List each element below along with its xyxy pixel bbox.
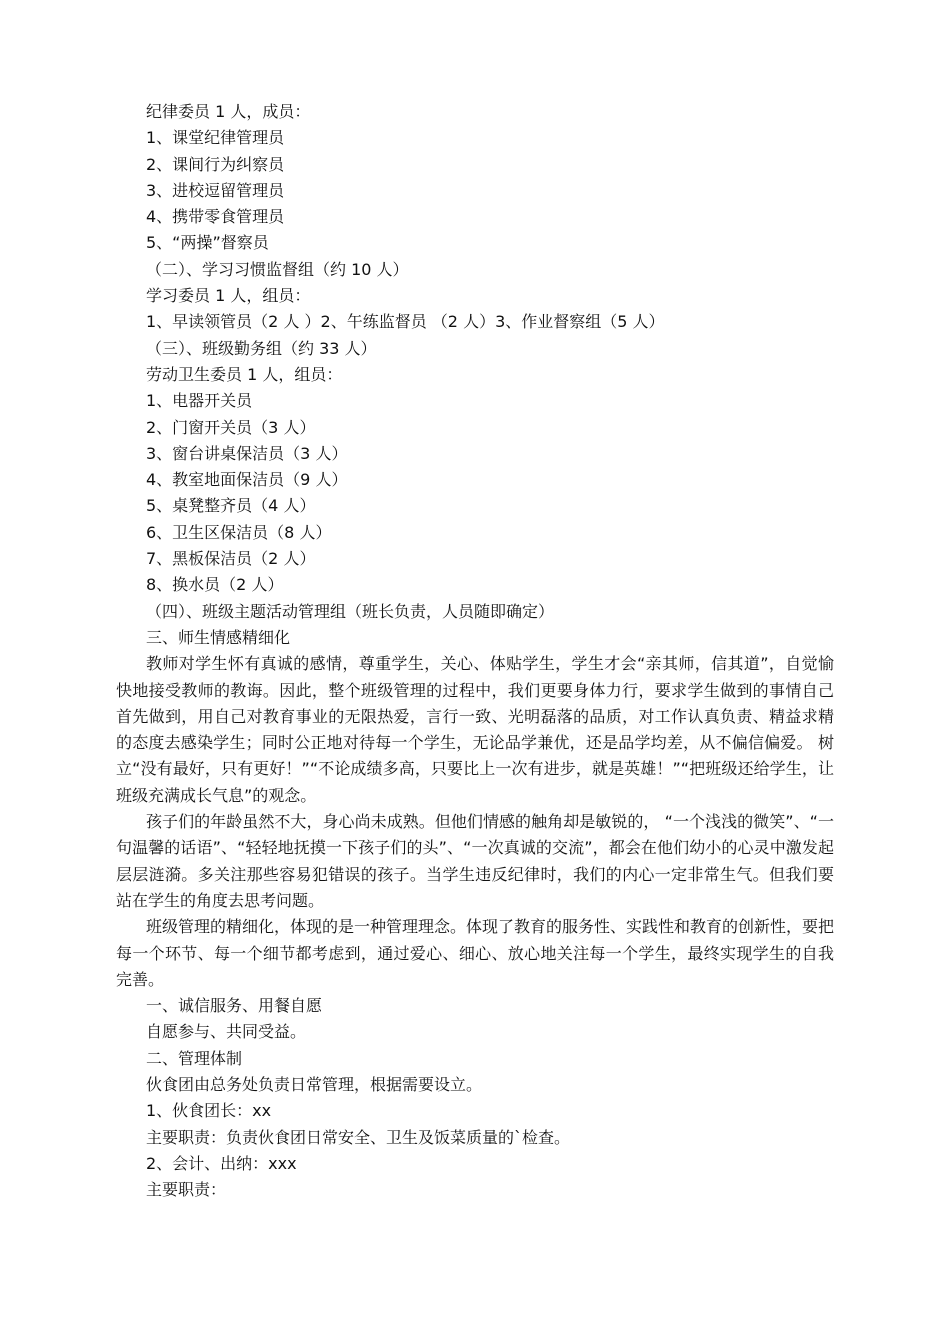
text-line: 伙食团由总务处负责日常管理，根据需要设立。	[146, 1074, 483, 1094]
text-line: 8、换水员（2 人）	[146, 575, 284, 595]
text-line: 5、“两操”督察员	[146, 233, 269, 253]
text-line: 2、课间行为纠察员	[146, 154, 285, 174]
section-heading: 二、管理体制	[146, 1048, 243, 1068]
text-line: 4、教室地面保洁员（9 人）	[146, 470, 348, 490]
text-line: 1、早读领管员（2 人 ）2、午练监督员 （2 人）3、作业督察组（5 人）	[146, 312, 665, 332]
text-line: 主要职责：	[146, 1180, 227, 1200]
text-line: 学习委员 1 人，组员：	[146, 286, 311, 306]
body-paragraph: 教师对学生怀有真诚的感情，尊重学生，关心、体贴学生，学生才会“亲其师，信其道”，自觉愉快地接受教师的教诲。因此，整个班级管理的过程中，我们更要身体力行，要求学生做到的事情自己首先做到，用自己对教育事业的无限热爱，言行一致、光明磊落的品质，对工作认真负责、精益求精的态度去感染学生；同时公正地对待每一个学生，无论品学兼优，还是品学均差，从不偏信偏爱。 树立“没有最好，只有更好！”“不论成绩多高，只要比上一次有进步，就是英雄！”“把班级还给学生，让班级充满成长气息”的观念。	[116, 654, 834, 805]
text-line: 4、携带零食管理员	[146, 207, 285, 227]
text-line: 7、黑板保洁员（2 人）	[146, 549, 316, 569]
text-line: 主要职责：负责伙食团日常安全、卫生及饭菜质量的`检查。	[146, 1127, 571, 1147]
section-heading: （二）、学习习惯监督组（约 10 人）	[146, 259, 409, 279]
text-line: 自愿参与、共同受益。	[146, 1022, 307, 1042]
section-heading: 一、诚信服务、用餐自愿	[146, 996, 323, 1016]
section-heading: 三、师生情感精细化	[146, 627, 291, 647]
text-line: 1、电器开关员	[146, 391, 253, 411]
text-line: 1、课堂纪律管理员	[146, 128, 285, 148]
section-heading: （四）、班级主题活动管理组（班长负责，人员随即确定）	[146, 601, 555, 621]
text-line: 2、门窗开关员（3 人）	[146, 417, 316, 437]
text-line: 5、桌凳整齐员（4 人）	[146, 496, 316, 516]
text-line: 劳动卫生委员 1 人，组员：	[146, 364, 343, 384]
text-line: 2、会计、出纳：xxx	[146, 1153, 297, 1173]
text-line: 1、伙食团长：xx	[146, 1101, 272, 1121]
document-body	[116, 99, 834, 1203]
text-line: 3、窗台讲桌保洁员（3 人）	[146, 443, 348, 463]
body-paragraph: 班级管理的精细化，体现的是一种管理理念。体现了教育的服务性、实践性和教育的创新性，要把每一个环节、每一个细节都考虑到，通过爱心、细心、放心地关注每一个学生，最终实现学生的自我完善。	[116, 917, 835, 989]
text-line: 3、进校逗留管理员	[146, 180, 285, 200]
section-heading: （三）、班级勤务组（约 33 人）	[146, 338, 377, 358]
text-line: 6、卫生区保洁员（8 人）	[146, 522, 332, 542]
body-paragraph: 孩子们的年龄虽然不大，身心尚未成熟。但他们情感的触角却是敏锐的， “一个浅浅的微笑”、“一句温馨的话语”、“轻轻地抚摸一下孩子们的头”、“一次真诚的交流”，都会在他们幼小的心灵中激发起层层涟漪。多关注那些容易犯错误的孩子。当学生违反纪律时，我们的内心一定非常生气。但我们要站在学生的角度去思考问题。	[116, 812, 834, 910]
text-line: 纪律委员 1 人，成员：	[146, 102, 311, 121]
